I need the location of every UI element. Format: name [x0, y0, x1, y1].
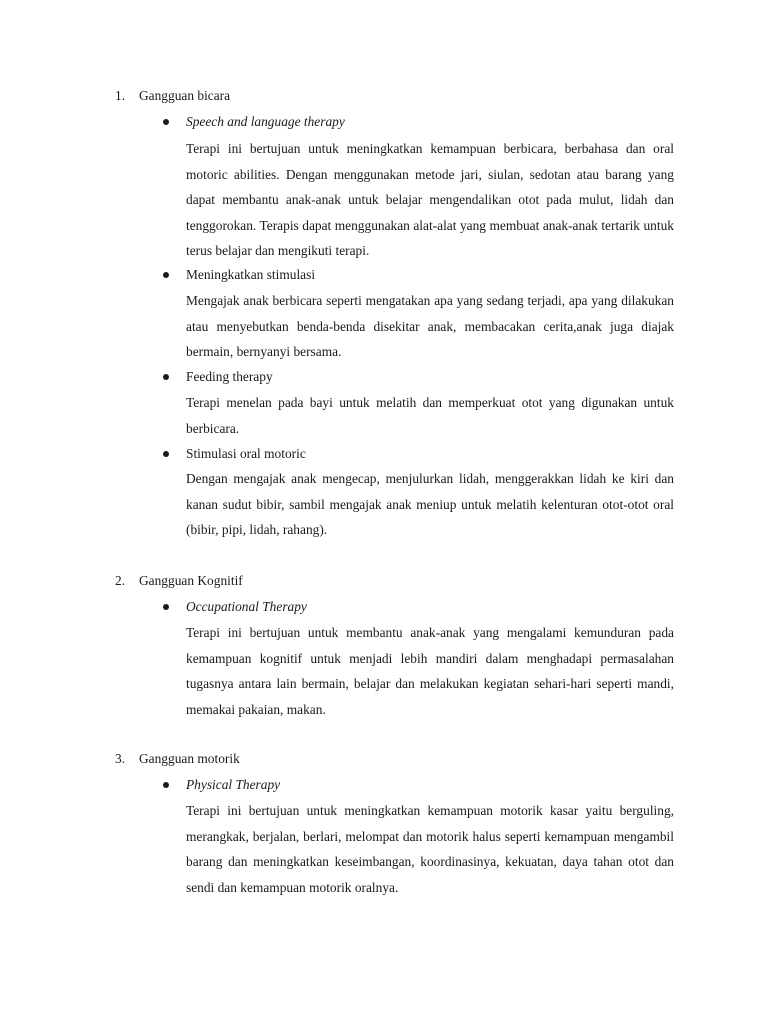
- item-body: Terapi ini bertujuan untuk meningkatkan kemampuan motorik kasar yaitu berguling, merangkak, berjalan, berlari, melompat dan motorik halus seperti kemampuan mengambil barang dan meningkatkan keseimbangan, koordinasinya, kekuatan, daya tahan otot dan sendi dan kemampuan motorik oralnya.: [186, 803, 674, 895]
- section-heading: Gangguan motorik: [139, 751, 240, 766]
- bullet-icon: [163, 782, 169, 788]
- section-heading: Gangguan Kognitif: [139, 573, 243, 588]
- bullet-icon: [163, 451, 169, 457]
- section-number: 2.: [115, 573, 126, 588]
- item-title: Feeding therapy: [186, 369, 273, 384]
- bullet-icon: [163, 374, 169, 380]
- item-body: Terapi ini bertujuan untuk membantu anak-anak yang mengalami kemunduran pada kemampuan kognitif untuk menjadi lebih mandiri dalam menghadapi permasalahan tugasnya antara lain bermain, belajar dan melakukan kegiatan sehari-hari seperti mandi, memakai pakaian, makan.: [186, 625, 674, 717]
- item-body: Terapi ini bertujuan untuk meningkatkan kemampuan berbicara, berbahasa dan oral motoric abilities. Dengan menggunakan metode jari, siulan, sedotan atau barang yang dapat membantu anak-anak untuk belajar mengendalikan otot pada mulut, lidah dan tenggorokan. Terapis dapat menggunakan alat-alat yang membuat anak-anak tertarik untuk terus belajar dan mengikuti terapi.: [186, 141, 674, 258]
- bullet-icon: [163, 272, 169, 278]
- item-title: Meningkatkan stimulasi: [186, 267, 316, 282]
- item-body: Dengan mengajak anak mengecap, menjulurkan lidah, menggerakkan lidah ke kiri dan kanan sudut bibir, sambil mengajak anak meniup untuk melatih kelenturan otot-otot oral (bibir, pipi, lidah, rahang).: [186, 471, 674, 537]
- item-body: Mengajak anak berbicara seperti mengatakan apa yang sedang terjadi, apa yang dilakukan atau menyebutkan benda-benda disekitar anak, membacakan cerita,anak juga diajak bermain, bernyanyi bersama.: [186, 293, 674, 359]
- section-number: 1.: [115, 88, 126, 103]
- item-title: Physical Therapy: [186, 777, 281, 792]
- section-heading: Gangguan bicara: [139, 88, 231, 103]
- bullet-icon: [163, 604, 169, 610]
- item-title: Stimulasi oral motoric: [186, 446, 306, 461]
- item-body: Terapi menelan pada bayi untuk melatih dan memperkuat otot yang digunakan untuk berbicara.: [186, 395, 674, 436]
- item-title: Occupational Therapy: [186, 599, 307, 614]
- section-number: 3.: [115, 751, 126, 766]
- item-title: Speech and language therapy: [186, 114, 345, 129]
- bullet-icon: [163, 119, 169, 125]
